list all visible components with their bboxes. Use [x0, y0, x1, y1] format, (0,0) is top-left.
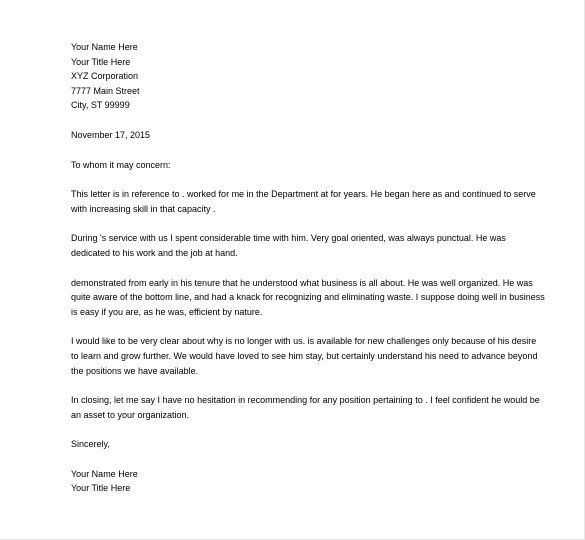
paragraph-3 — [71, 276, 545, 320]
paragraph-line: During 's service with us I spent considerable time with him. Very goal oriented, was always punctual. He was — [71, 233, 506, 244]
salutation: To whom it may concern: — [71, 159, 171, 170]
paragraph-line: the positions we have available. — [71, 365, 199, 376]
paragraph-line: This letter is in reference to . worked for me in the Department at for years. He began here as and continued to serve — [71, 189, 536, 200]
paragraph-4 — [71, 334, 538, 378]
paragraph-line: In closing, let me say I have no hesitation in recommending for any position pertaining to . I feel confident he would be — [71, 395, 540, 406]
closing: Sincerely, — [71, 439, 110, 450]
paragraph-line: dedicated to his work and the job at hand. — [71, 247, 238, 258]
paragraph-line: to learn and grow further. We would have loved to see him stay, but certainly understand his need to advance beyond — [71, 350, 538, 361]
sender-company: XYZ Corporation — [71, 71, 139, 82]
paragraph-5 — [71, 393, 540, 422]
paragraph-1 — [71, 187, 536, 216]
sender-name: Your Name Here — [71, 42, 138, 52]
paragraph-2 — [71, 231, 521, 260]
sender-street: 7777 Main Street — [71, 85, 140, 96]
letter-body — [71, 40, 545, 496]
signature-title: Your Title Here — [71, 483, 131, 494]
paragraph-line: I would like to be very clear about why is no longer with us. is available for new challenges only because of his desire — [71, 336, 537, 347]
sender-block — [71, 40, 521, 113]
paragraph-line: with increasing skill in that capacity . — [71, 203, 216, 214]
sender-city: City, ST 99999 — [71, 100, 130, 111]
paragraph-line: quite aware of the bottom line, and had a knack for recognizing and eliminating waste. I suppose doing well in business — [71, 292, 545, 303]
paragraph-line: demonstrated from early in his tenure that he understood what business is all about. He was well organized. He was — [71, 277, 533, 288]
signature-name: Your Name Here — [71, 468, 138, 479]
letter-date: November 17, 2015 — [71, 129, 151, 140]
signature-block — [71, 467, 521, 496]
paragraph-line: is easy if you are, as he was, efficient by nature. — [71, 306, 263, 317]
paragraph-line: an asset to your organization. — [71, 409, 190, 420]
sender-title: Your Title Here — [71, 56, 131, 67]
